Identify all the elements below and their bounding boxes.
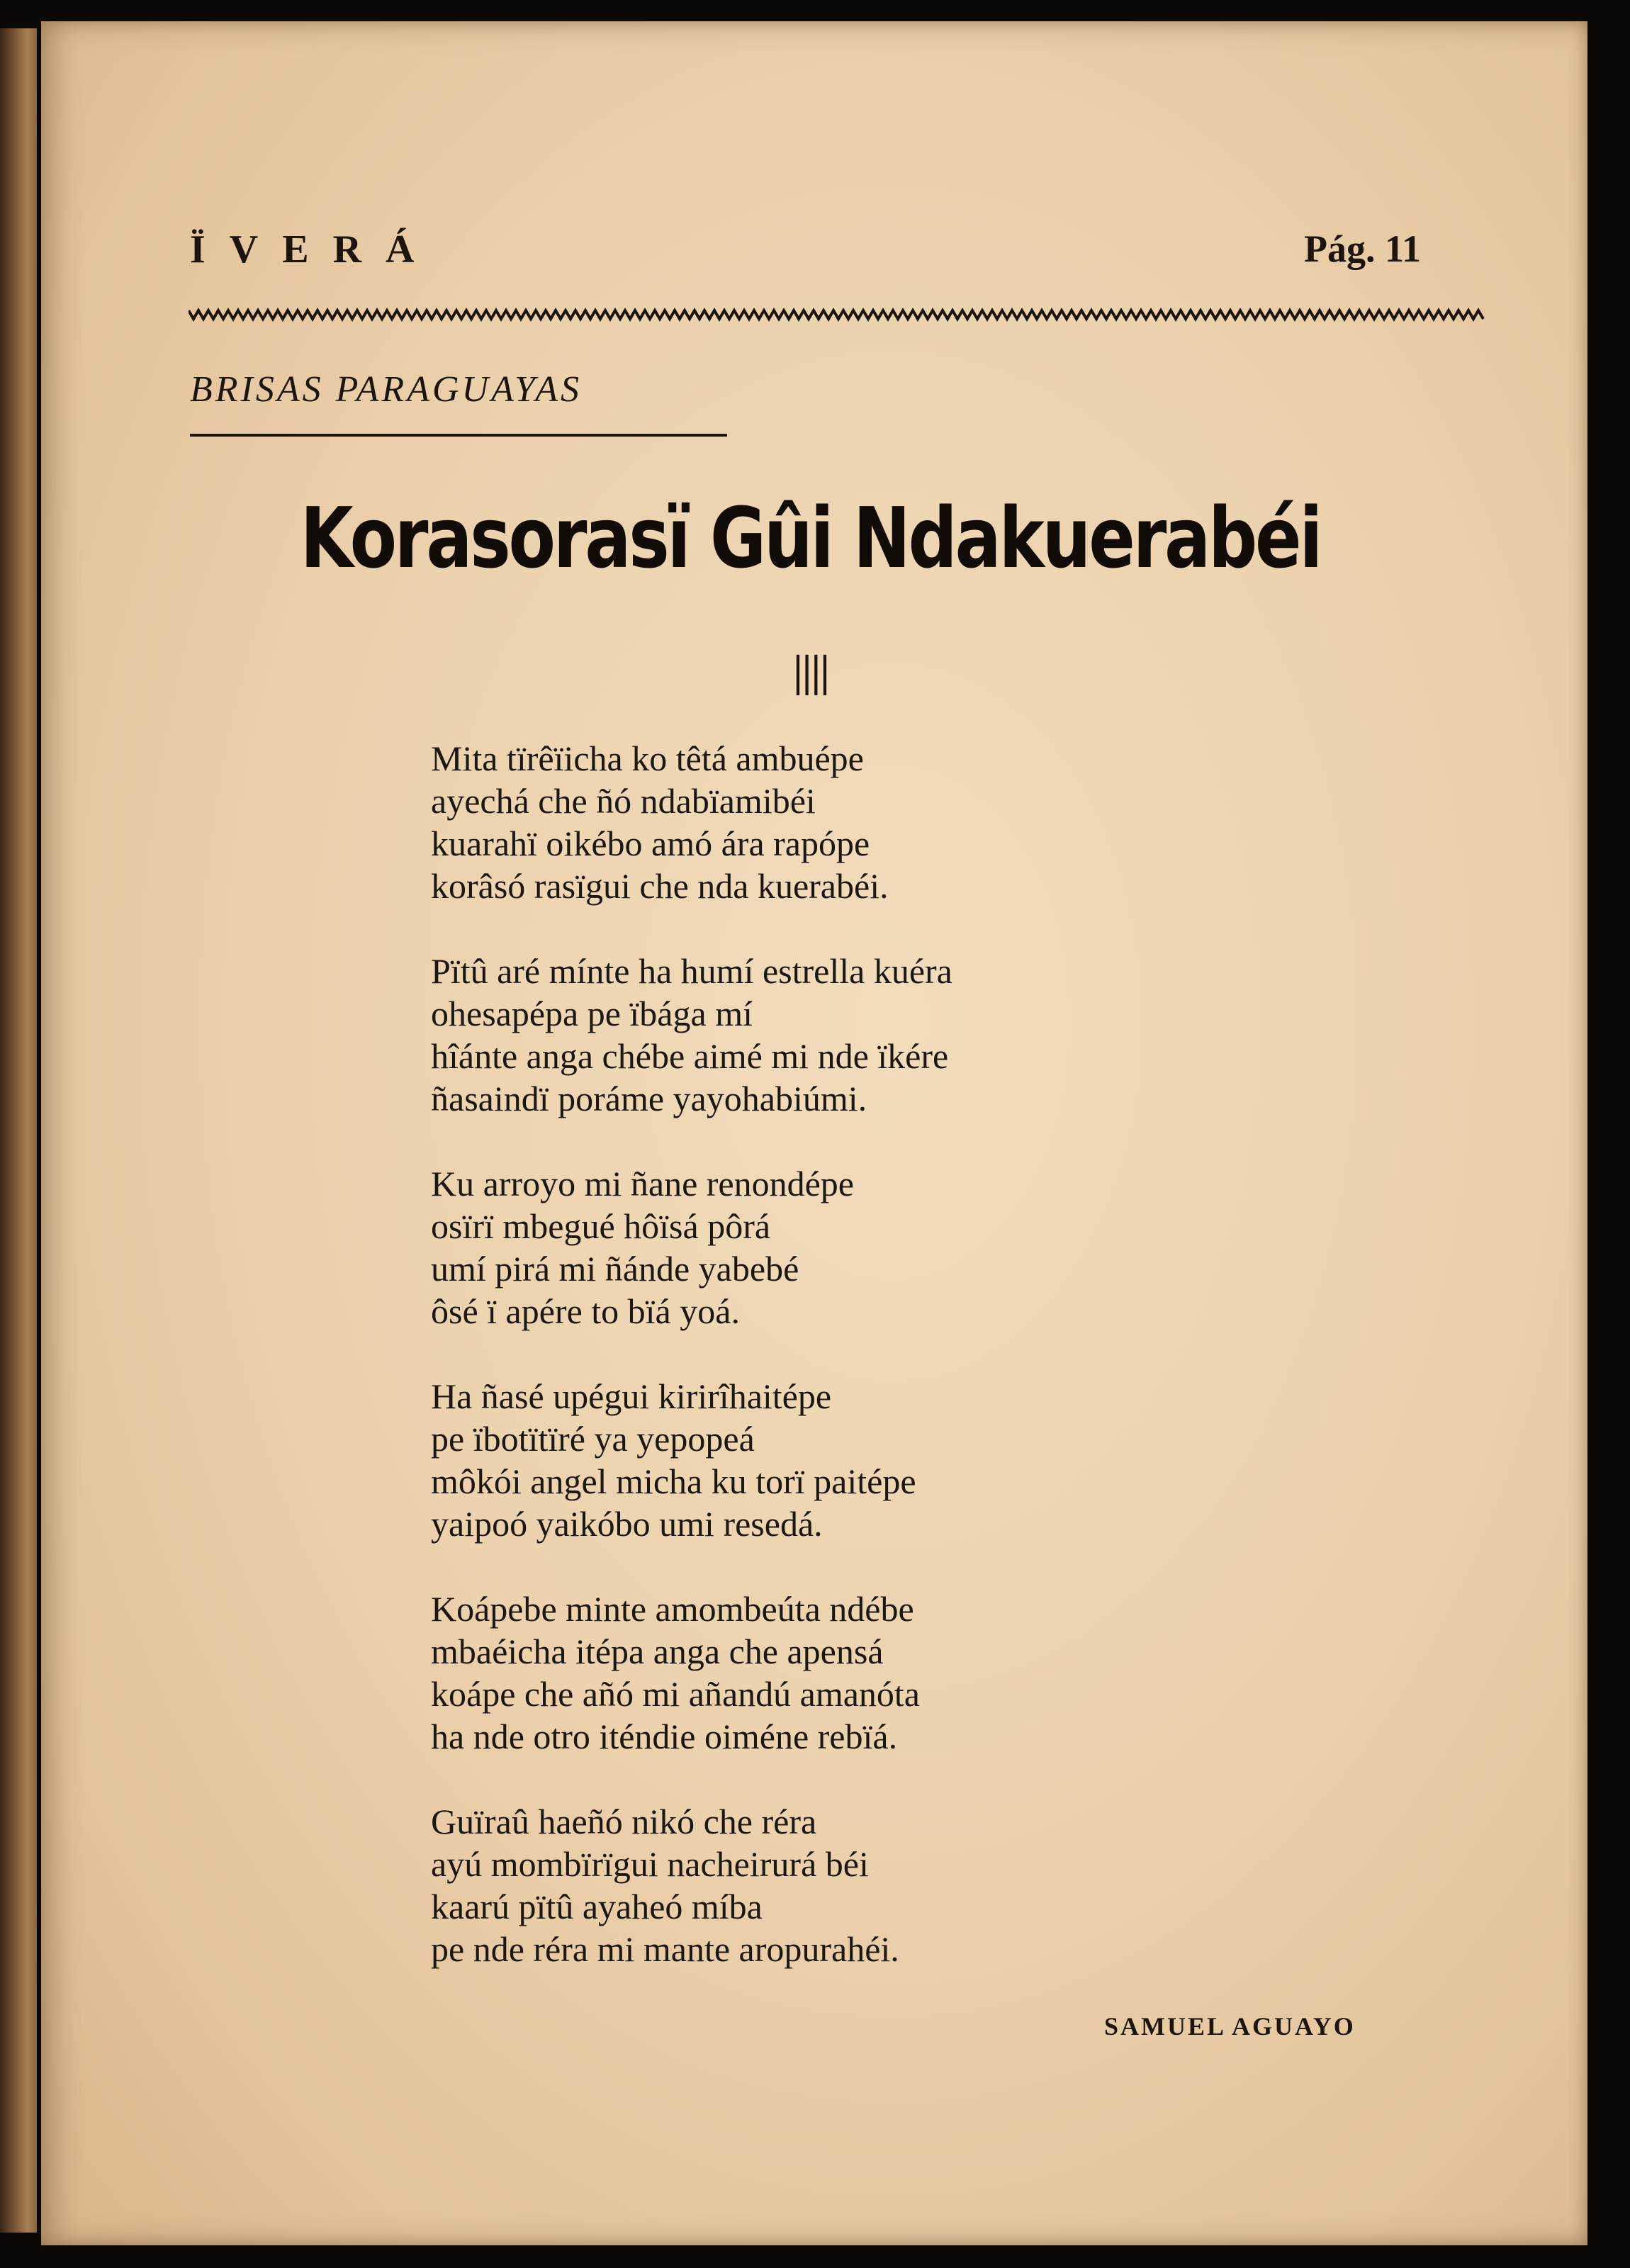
- verse-line: yaipoó yaikóbo umi resedá.: [431, 1504, 823, 1544]
- verse-line: Ku arroyo mi ñane renondépe: [431, 1164, 854, 1203]
- verse-line: Pïtû aré mínte ha humí estrella kuéra: [431, 951, 952, 991]
- verse-line: Ha ñasé upégui kirirîhaitépe: [431, 1376, 832, 1416]
- verse-line: ayechá che ñó ndabïamibéi: [431, 781, 816, 821]
- stanza: [431, 1162, 1494, 1332]
- verse-line: pe nde réra mi mante aropurahéi.: [431, 1929, 899, 1969]
- section-underline: [190, 434, 727, 437]
- wavy-divider: [189, 306, 1487, 323]
- verse-line: Mita tïrêïicha ko têtá ambuépe: [431, 739, 864, 778]
- verse-line: ôsé ï apére to bïá yoá.: [431, 1291, 740, 1331]
- verse-line: mbaéicha itépa anga che apensá: [431, 1632, 884, 1671]
- verse-line: pe ïbotïtïré ya yepopeá: [431, 1419, 755, 1459]
- verse-line: korâsó rasïgui che nda kuerabéi.: [431, 866, 889, 906]
- poem-title: Korasorasï Gûi Ndakuerabéi: [300, 489, 1321, 587]
- page-number: Pág. 11: [1304, 228, 1422, 270]
- verse-line: hîánte anga chébe aimé mi nde ïkére: [431, 1036, 949, 1076]
- section-label: BRISAS PARAGUAYAS: [190, 369, 583, 410]
- verse-line: Koápebe minte amombeúta ndébe: [431, 1589, 914, 1629]
- verse-line: ohesapépa pe ïbága mí: [431, 994, 753, 1033]
- poem-body: [431, 737, 1494, 2013]
- verse-line: kaarú pïtû ayaheó míba: [431, 1887, 763, 1926]
- verse-line: Guïraû haeñó nikó che réra: [431, 1802, 817, 1841]
- verse-line: ha nde otro iténdie oiméne rebïá.: [431, 1717, 898, 1756]
- poem-part-number: IIII: [793, 645, 830, 709]
- previous-page-edge: [0, 28, 37, 2233]
- verse-line: môkói angel micha ku torï paitépe: [431, 1461, 916, 1501]
- magazine-page: [41, 21, 1587, 2245]
- verse-line: umí pirá mi ñánde yabebé: [431, 1249, 799, 1289]
- stanza: [431, 1375, 1494, 1545]
- stanza: [431, 950, 1494, 1120]
- verse-line: kuarahï oikébo amó ára rapópe: [431, 824, 870, 863]
- stanza: [431, 737, 1494, 907]
- verse-line: ayú mombïrïgui nacheirurá béi: [431, 1844, 869, 1884]
- verse-line: koápe che añó mi añandú amanóta: [431, 1674, 920, 1714]
- stanza: [431, 1588, 1494, 1758]
- poem-author: SAMUEL AGUAYO: [1104, 2012, 1356, 2040]
- verse-line: ñasaindï poráme yayohabiúmi.: [431, 1079, 867, 1118]
- verse-line: osïrï mbegué hôïsá pôrá: [431, 1206, 771, 1246]
- stanza: [431, 1800, 1494, 1970]
- magazine-title: ÏVERÁ: [190, 228, 439, 271]
